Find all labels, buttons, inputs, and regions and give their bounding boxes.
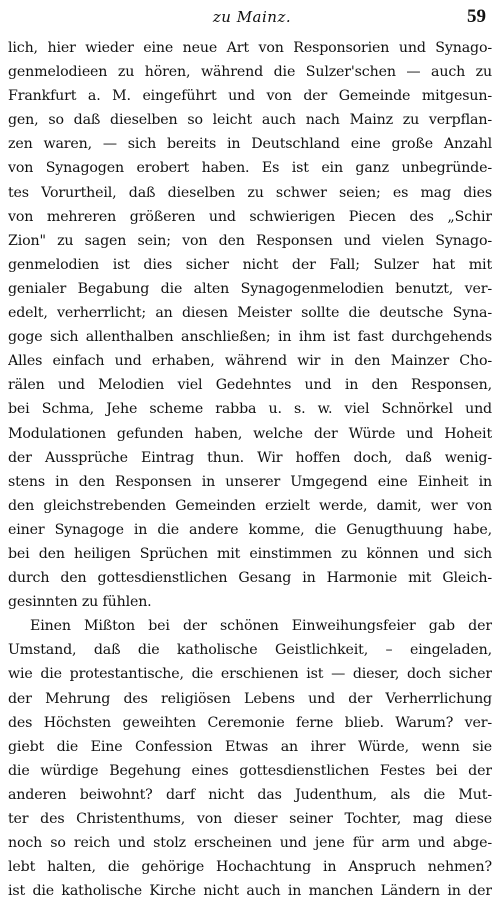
text-line: lebt halten, die gehörige Hochachtung in Anspruch nehmen? bbox=[8, 859, 492, 876]
text-line: noch so reich und stolz erscheinen und jene für arm und abge- bbox=[8, 835, 492, 852]
text-line: Frankfurt a. M. eingeführt und von der Gemeinde mitgesun- bbox=[8, 88, 492, 105]
text-line: Umstand, daß die katholische Geistlichkeit, – eingeladen, bbox=[8, 642, 492, 659]
text-line: genmelodien ist dies sicher nicht der Fall; Sulzer hat mit bbox=[8, 256, 492, 273]
text-line: wie die protestantische, die erschienen ist — dieser, doch sicher bbox=[8, 666, 492, 683]
text-line: stens in den Responsen in unserer Umgegend eine Einheit in bbox=[8, 473, 492, 490]
page-number: 59 bbox=[467, 6, 486, 27]
paragraph bbox=[8, 36, 492, 614]
paragraph bbox=[8, 614, 492, 903]
text-line: von mehreren größeren und schwierigen Piecen des „Schir bbox=[8, 208, 492, 225]
text-line: gen, so daß dieselben so leicht auch nach Mainz zu verpflan- bbox=[8, 112, 492, 129]
text-line: der Mehrung des religiösen Lebens und der Verherrlichung bbox=[8, 690, 492, 707]
text-line: bei Schma, Jehe scheme rabba u. s. w. viel Schnörkel und bbox=[8, 401, 492, 418]
text-line: giebt die Eine Confession Etwas an ihrer Würde, wenn sie bbox=[8, 738, 492, 755]
running-head bbox=[12, 6, 492, 32]
text-line: Einen Mißton bei der schönen Einweihungsfeier gab der bbox=[30, 618, 492, 635]
text-line: Modulationen gefunden haben, welche der Würde und Hoheit bbox=[8, 425, 492, 442]
text-line: tes Vorurtheil, daß dieselben zu schwer seien; es mag dies bbox=[8, 184, 492, 201]
text-line: ist die katholische Kirche nicht auch in manchen Ländern in der bbox=[8, 883, 492, 900]
text-line: anderen beiwohnt? darf nicht das Judenthum, als die Mut- bbox=[8, 786, 492, 803]
text-line: edelt, verherrlicht; an diesen Meister sollte die deutsche Syna- bbox=[8, 305, 492, 322]
text-line: ter des Christenthums, von dieser seiner Tochter, mag diese bbox=[8, 811, 492, 827]
text-line: des Höchsten geweihten Ceremonie ferne blieb. Warum? ver- bbox=[8, 714, 492, 731]
text-line: durch den gottesdienstlichen Gesang in Harmonie mit Gleich- bbox=[8, 570, 492, 587]
text-line: der Aussprüche Eintrag thun. Wir hoffen doch, daß wenig- bbox=[8, 449, 492, 466]
text-line: die würdige Begehung eines gottesdienstlichen Festes bei der bbox=[8, 762, 492, 779]
text-line: zen waren, — sich bereits in Deutschland eine große Anzahl bbox=[8, 136, 492, 153]
text-line: von Synagogen erobert haben. Es ist ein ganz unbegründe- bbox=[8, 160, 492, 177]
text-line: Alles einfach und erhaben, während wir in den Mainzer Cho- bbox=[8, 353, 492, 370]
text-line: Zion" zu sagen sein; von den Responsen und vielen Synago- bbox=[8, 232, 492, 249]
text-line: gesinnten zu fühlen. bbox=[8, 594, 152, 611]
body-text bbox=[8, 36, 492, 903]
text-line: goge sich allenthalben anschließen; in ihm ist fast durchgehends bbox=[8, 329, 492, 346]
text-line: rälen und Melodien viel Gedehntes und in den Responsen, bbox=[8, 377, 492, 394]
running-title: zu Mainz. bbox=[212, 8, 292, 26]
text-line: bei den heiligen Sprüchen mit einstimmen zu können und sich bbox=[8, 545, 492, 562]
text-line: den gleichstrebenden Gemeinden erzielt werde, damit, wer von bbox=[8, 497, 492, 514]
text-line: einer Synagoge in die andere komme, die Genugthuung habe, bbox=[8, 521, 492, 538]
text-line: lich, hier wieder eine neue Art von Responsorien und Synago- bbox=[8, 40, 492, 56]
text-line: genmelodieen zu hören, während die Sulzer'schen — auch zu bbox=[8, 64, 492, 81]
text-line: genialer Begabung die alten Synagogenmelodien benutzt, ver- bbox=[8, 280, 492, 297]
